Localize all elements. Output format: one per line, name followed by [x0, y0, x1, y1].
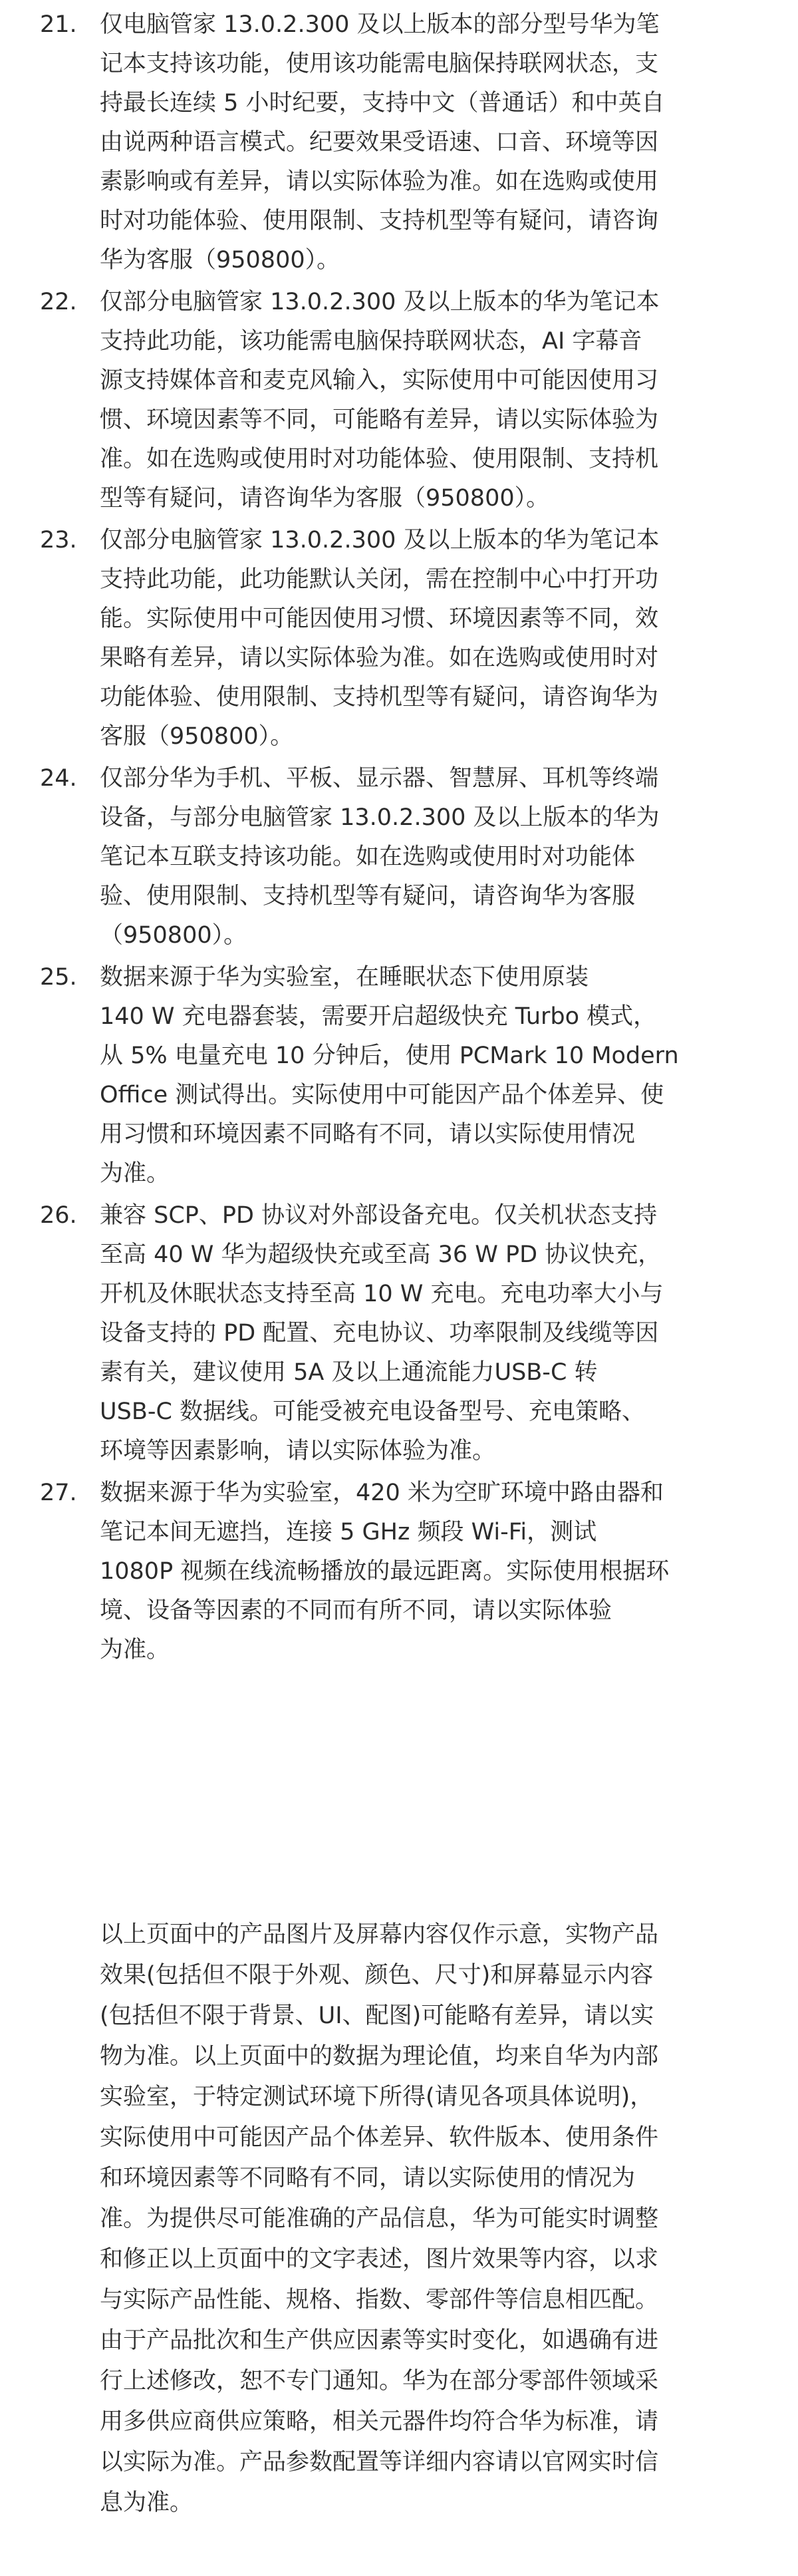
footnote-item-23 [40, 521, 758, 756]
footnote-text: 仅电脑管家 13.0.2.300 及以上版本的部分型号华为笔 记本支持该功能，使用该功能需电脑保持联网状态，支 持最长连续 5 小时纪要，支持中文（普通话）和中英自 由说两种语言模式。纪要效果受语速、口音、环境等因 素影响或有差异，请以实际体验为准。如在选购或使用 时对功能体验、使用限制、支持机型等有疑问，请咨询 华为客服（950800）。 [100, 11, 665, 273]
footnote-text: 仅部分华为手机、平板、显示器、智慧屏、耳机等终端 设备，与部分电脑管家 13.0.2.300 及以上版本的华为 笔记本互联支持该功能。如在选购或使用时对功能体 验、使用限制、支持机型等有疑问，请咨询华为客服 （950800）。 [100, 765, 660, 949]
footnote-item-26 [40, 1196, 758, 1471]
footnote-number: 26. [40, 1202, 77, 1229]
footnote-text: 仅部分电脑管家 13.0.2.300 及以上版本的华为笔记本 支持此功能，此功能默认关闭，需在控制中心中打开功 能。实际使用中可能因使用习惯、环境因素等不同，效 果略有差异，请以实际体验为准。如在选购或使用时对 功能体验、使用限制、支持机型等有疑问，请咨询华为 客服（950800）。 [100, 527, 660, 750]
footnote-text: 数据来源于华为实验室，420 米为空旷环境中路由器和 笔记本间无遮挡，连接 5 GHz 频段 Wi-Fi，测试 1080P 视频在线流畅播放的最远距离。实际使用根据环 境、设备等因素的不同而有所不同，请以实际体验 为准。 [100, 1480, 670, 1663]
footnote-item-27 [40, 1474, 758, 1670]
footnote-item-25 [40, 958, 758, 1194]
footnote-number: 25. [40, 964, 77, 991]
footnote-item-24 [40, 759, 758, 955]
footnote-text: 兼容 SCP、PD 协议对外部设备充电。仅关机状态支持 至高 40 W 华为超级快充或至高 36 W PD 协议快充， 开机及休眠状态支持至高 10 W 充电。充电功率大小与 设备支持的 PD 配置、充电协议、功率限制及线缆等因 素有关，建议使用 5A 及以上通流能力USB-C 转 USB-C 数据线。可能受被充电设备型号、充电策略、 环境等因素影响，请以实际体验为准。 [100, 1202, 664, 1464]
footnote-text: 数据来源于华为实验室，在睡眠状态下使用原装 140 W 充电器套装，需要开启超级快充 Turbo 模式， 从 5% 电量充电 10 分钟后，使用 PCMark 10 Modern Office 测试得出。实际使用中可能因产品个体差异、使 用习惯和环境因素不同略有不同，请以实际使用情况 为准。 [100, 964, 679, 1187]
footnote-item-21 [40, 5, 758, 280]
footnote-text: 仅部分电脑管家 13.0.2.300 及以上版本的华为笔记本 支持此功能，该功能需电脑保持联网状态，AI 字幕音 源支持媒体音和麦克风输入，实际使用中可能因使用习 惯、环境因素等不同，可能略有差异，请以实际体验为 准。如在选购或使用时对功能体验、使用限制、支持机 型等有疑问，请咨询华为客服（950800）。 [100, 289, 660, 512]
footnote-list [40, 5, 758, 1673]
footnote-number: 21. [40, 11, 77, 38]
footnote-number: 27. [40, 1480, 77, 1506]
footnote-number: 22. [40, 289, 77, 315]
footnote-item-22 [40, 283, 758, 518]
footnote-number: 24. [40, 765, 77, 792]
disclaimer-paragraph: 以上页面中的产品图片及屏幕内容仅作示意，实物产品 效果(包括但不限于外观、颜色、尺寸)和屏幕显示内容 (包括但不限于背景、UI、配图)可能略有差异，请以实 物为准。以上页面中的数据为理论值，均来自华为内部 实验室，于特定测试环境下所得(请见各项具体说明)， 实际使用中可能因产品个体差异、软件版本、使用条件 和环境因素等不同略有不同，请以实际使用的情况为 准。为提供尽可能准确的产品信息，华为可能实时调整 和修正以上页面中的文字表述，图片效果等内容，以求 与实际产品性能、规格、指数、零部件等信息相匹配。 由于产品批次和生产供应因素等实时变化，如遇确有进 行上述修改，恕不专门通知。华为在部分零部件领域采 用多供应商供应策略，相关元器件均符合华为标准，请 以实际为准。产品参数配置等详细内容请以官网实时信 息为准。 [100, 1921, 659, 2516]
footnote-number: 23. [40, 527, 77, 554]
